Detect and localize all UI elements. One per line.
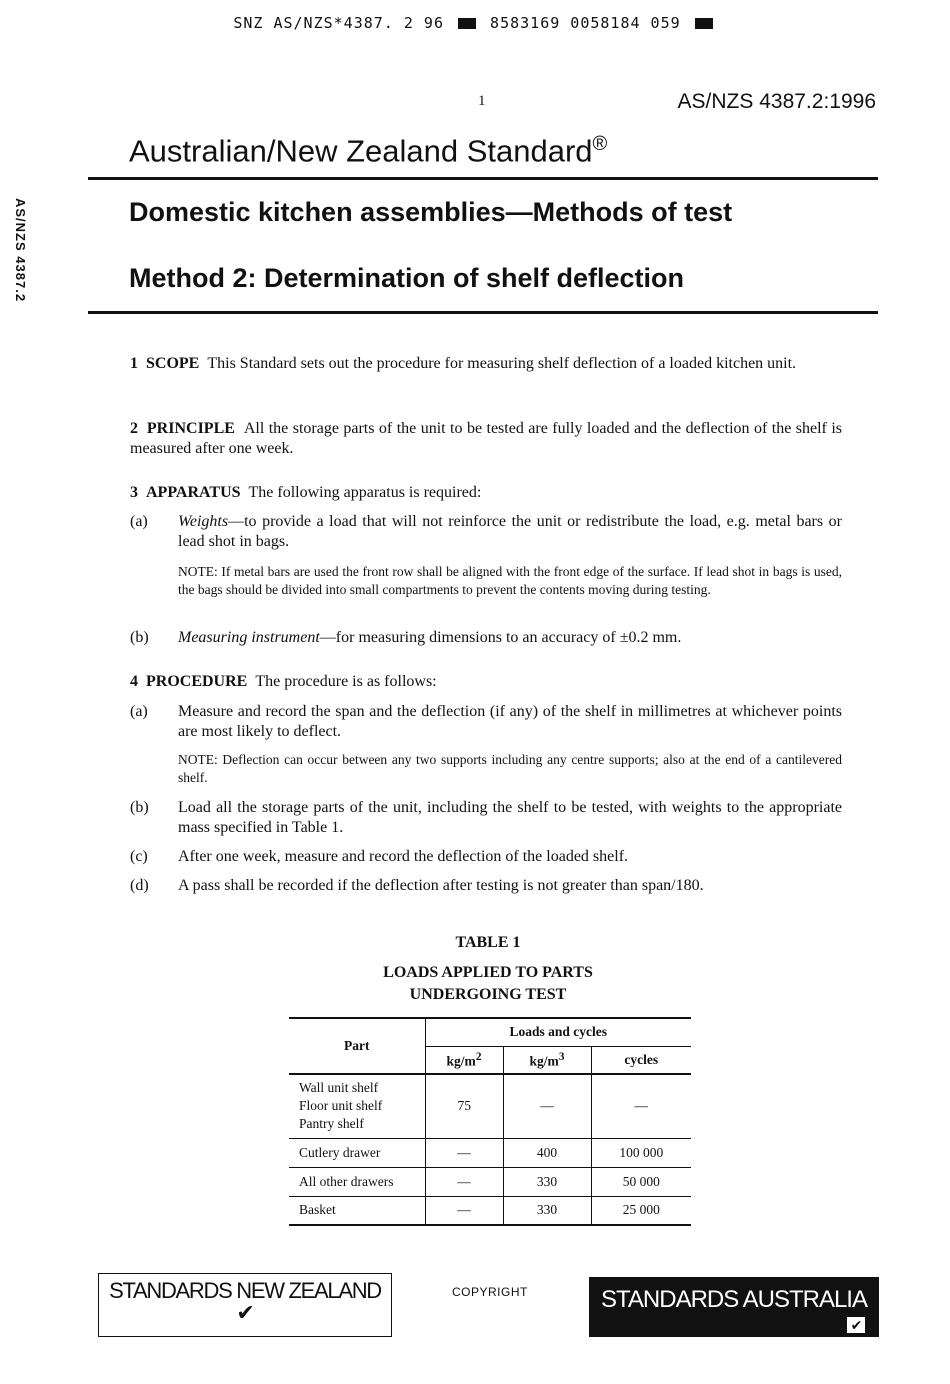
table-header-kgm3 <box>503 1046 591 1074</box>
table-cell-kgm2: — <box>425 1167 503 1196</box>
section-text: The following apparatus is required: <box>248 484 482 501</box>
table-row <box>289 1167 691 1196</box>
item-label: (a) <box>130 703 148 720</box>
table-cell-part <box>289 1074 425 1138</box>
unit-superscript: 3 <box>558 1050 565 1063</box>
section-heading: PROCEDURE <box>146 673 248 690</box>
item-text <box>178 628 842 648</box>
registered-mark: ® <box>592 133 608 155</box>
section-heading: APPARATUS <box>146 484 241 501</box>
item-text: Load all the storage parts of the unit, including the shelf to be tested, with weights to the appropriate mass specified in Table 1. <box>178 799 842 836</box>
unit-superscript: 2 <box>475 1050 482 1063</box>
apparatus-note: NOTE: If metal bars are used the front row shall be aligned with the front edge of the surface. If lead shot in bags is used, the bags should be divided into small compartments to prevent the contents moving during testing. <box>178 564 842 597</box>
table-cell-kgm2: 75 <box>425 1074 503 1138</box>
section-heading: SCOPE <box>146 355 200 372</box>
part-line: Pantry shelf <box>299 1116 364 1132</box>
series-text: Australian/New Zealand Standard <box>129 133 593 169</box>
apparatus-item-a <box>130 512 842 554</box>
standards-australia-logo <box>589 1277 879 1337</box>
standards-new-zealand-logo <box>98 1273 392 1337</box>
loads-table <box>289 1017 691 1226</box>
table-row <box>289 1074 691 1138</box>
section-heading: PRINCIPLE <box>146 420 235 437</box>
table-cell-kgm3: 330 <box>503 1196 591 1225</box>
section-text: This Standard sets out the procedure for measuring shelf deflection of a loaded kitchen unit. <box>207 355 797 372</box>
tick-icon: ✔ <box>847 1317 865 1333</box>
section-number: 1 <box>130 355 138 372</box>
part-line: Floor unit shelf <box>299 1098 383 1114</box>
snz-logo-text: STANDARDS NEW ZEALAND <box>109 1278 381 1303</box>
method-title: Method 2: Determination of shelf deflection <box>129 263 685 293</box>
section-number: 4 <box>130 673 138 690</box>
procedure-item-a <box>130 702 842 744</box>
item-label: (d) <box>130 877 149 894</box>
item-description: —for measuring dimensions to an accuracy of ±0.2 mm. <box>319 629 682 646</box>
unit-text: kg/m <box>529 1053 559 1068</box>
table-label: TABLE 1 <box>455 934 521 951</box>
table-cell-kgm3: 330 <box>503 1167 591 1196</box>
top-rule <box>88 177 878 180</box>
section-number: 3 <box>130 484 138 501</box>
document-number: AS/NZS 4387.2:1996 <box>677 90 876 113</box>
section-text: The procedure is as follows: <box>255 673 437 690</box>
table-cell-cycles: 50 000 <box>591 1167 691 1196</box>
document-title: Domestic kitchen assemblies—Methods of test <box>129 197 733 227</box>
item-label: (b) <box>130 799 149 816</box>
procedure-item-b <box>130 798 842 840</box>
table-cell-part: Basket <box>289 1196 425 1225</box>
item-text: A pass shall be recorded if the deflection after testing is not greater than span/180. <box>178 877 704 894</box>
procedure-item-c <box>130 847 842 869</box>
part-line: Wall unit shelf <box>299 1080 379 1096</box>
table-row <box>289 1138 691 1167</box>
table-cell-part: Cutlery drawer <box>289 1138 425 1167</box>
table-header-kgm2 <box>425 1046 503 1074</box>
table-cell-cycles: 100 000 <box>591 1138 691 1167</box>
table-cell-kgm3: — <box>503 1074 591 1138</box>
scan-block-mark <box>458 18 476 29</box>
section-principle <box>130 419 842 459</box>
section-scope <box>130 354 842 374</box>
tick-icon: ✔ <box>236 1300 254 1325</box>
item-term: Weights <box>178 513 229 530</box>
item-label: (b) <box>130 629 149 646</box>
standard-series <box>129 133 607 169</box>
section-apparatus <box>130 483 842 503</box>
side-tab: AS/NZS 4387.2 <box>13 198 28 303</box>
item-text <box>178 512 842 552</box>
section-number: 2 <box>130 420 138 437</box>
unit-text: kg/m <box>446 1053 476 1068</box>
table-header-part: Part <box>289 1018 425 1074</box>
apparatus-item-b <box>130 628 842 650</box>
copyright-label: COPYRIGHT <box>452 1285 528 1299</box>
table-caption-line1: LOADS APPLIED TO PARTS <box>383 964 593 981</box>
sa-logo-text: STANDARDS AUSTRALIA <box>601 1286 867 1313</box>
table-cell-cycles: — <box>591 1074 691 1138</box>
scan-header-part2: 8583169 0058184 059 <box>490 14 681 32</box>
table-cell-part: All other drawers <box>289 1167 425 1196</box>
page-number: 1 <box>478 93 486 109</box>
table-cell-kgm2: — <box>425 1138 503 1167</box>
table-cell-kgm3: 400 <box>503 1138 591 1167</box>
procedure-note: NOTE: Deflection can occur between any two supports including any centre supports; also at the end of a cantilevered shelf. <box>178 752 842 785</box>
table-row <box>289 1196 691 1225</box>
table-header-cycles: cycles <box>591 1046 691 1074</box>
table-cell-kgm2: — <box>425 1196 503 1225</box>
scan-header-part1: SNZ AS/NZS*4387. 2 96 <box>233 14 444 32</box>
item-term: Measuring instrument <box>178 629 320 646</box>
bottom-rule <box>88 311 878 314</box>
section-procedure <box>130 672 842 692</box>
section-text: All the storage parts of the unit to be tested are fully loaded and the deflection of the shelf is measured after one week. <box>130 420 843 457</box>
item-text: Measure and record the span and the deflection (if any) of the shelf in millimetres at whichever points are most likely to deflect. <box>178 703 842 740</box>
item-description: —to provide a load that will not reinforce the unit or redistribute the load, e.g. metal bars or lead shot in bags. <box>178 513 842 550</box>
item-label: (a) <box>130 513 148 530</box>
procedure-item-d <box>130 876 842 898</box>
table-caption-line2: UNDERGOING TEST <box>409 986 567 1003</box>
item-label: (c) <box>130 848 148 865</box>
table-header-group: Loads and cycles <box>425 1018 691 1046</box>
item-text: After one week, measure and record the deflection of the loaded shelf. <box>178 848 629 865</box>
scan-header <box>0 14 950 32</box>
scan-block-mark <box>695 18 713 29</box>
table-cell-cycles: 25 000 <box>591 1196 691 1225</box>
